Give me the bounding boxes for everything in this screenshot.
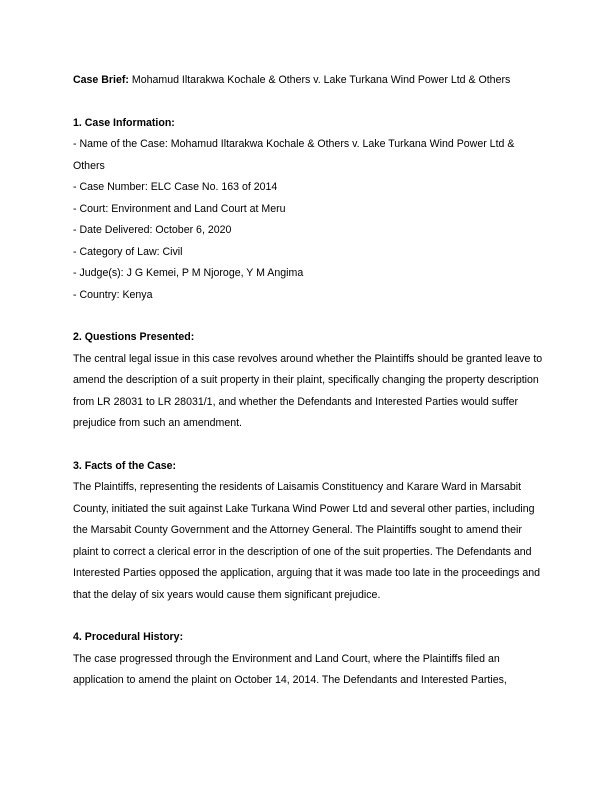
section-paragraph: The case progressed through the Environment and Land Court, where the Plaintiffs filed an application to amend the plaint on October 14, 2014. The Defendants and Interested Parties,: [73, 652, 507, 686]
info-item-case-number: - Case Number: ELC Case No. 163 of 2014: [73, 181, 278, 193]
section-heading: 4. Procedural History:: [73, 631, 184, 643]
info-item-name: - Name of the Case: Mohamud Iltarakwa Kochale & Others v. Lake Turkana Wind Power Ltd & Others: [73, 138, 515, 172]
section-heading: 3. Facts of the Case:: [73, 459, 177, 472]
case-brief-name: Mohamud Iltarakwa Kochale & Others v. Lake Turkana Wind Power Ltd & Others: [128, 74, 511, 86]
case-brief-title: [73, 70, 543, 92]
section-facts: [73, 456, 543, 607]
document-page: [73, 70, 543, 692]
section-questions-presented: [73, 327, 543, 435]
section-paragraph: The central legal issue in this case revolves around whether the Plaintiffs should be granted leave to amend the description of a suit property in their plaint, specifically changing the property description from LR 28031 to LR 28031/1, and whether the Defendants and Interested Parties would suffer prejudice from such an amendment.: [73, 352, 543, 429]
section-heading: 1. Case Information:: [73, 116, 175, 129]
info-item-judges: - Judge(s): J G Kemei, P M Njoroge, Y M Angima: [73, 267, 304, 279]
section-procedural-history: [73, 627, 543, 692]
info-item-date: - Date Delivered: October 6, 2020: [73, 224, 232, 236]
case-brief-label: Case Brief:: [73, 74, 129, 86]
info-item-court: - Court: Environment and Land Court at Meru: [73, 202, 286, 215]
section-heading: 2. Questions Presented:: [73, 331, 195, 343]
section-paragraph: The Plaintiffs, representing the residents of Laisamis Constituency and Karare Ward in Marsabit County, initiated the suit against Lake Turkana Wind Power Ltd and several other parties, including the Marsabit County Government and the Attorney General. The Plaintiffs sought to amend their plaint to correct a clerical error in the description of one of the suit properties. The Defendants and Interested Parties opposed the application, arguing that it was made too late in the proceedings and that the delay of six years would cause them significant prejudice.: [73, 481, 541, 601]
section-case-information: [73, 113, 543, 307]
info-item-country: - Country: Kenya: [73, 288, 153, 301]
info-item-category: - Category of Law: Civil: [73, 245, 183, 258]
